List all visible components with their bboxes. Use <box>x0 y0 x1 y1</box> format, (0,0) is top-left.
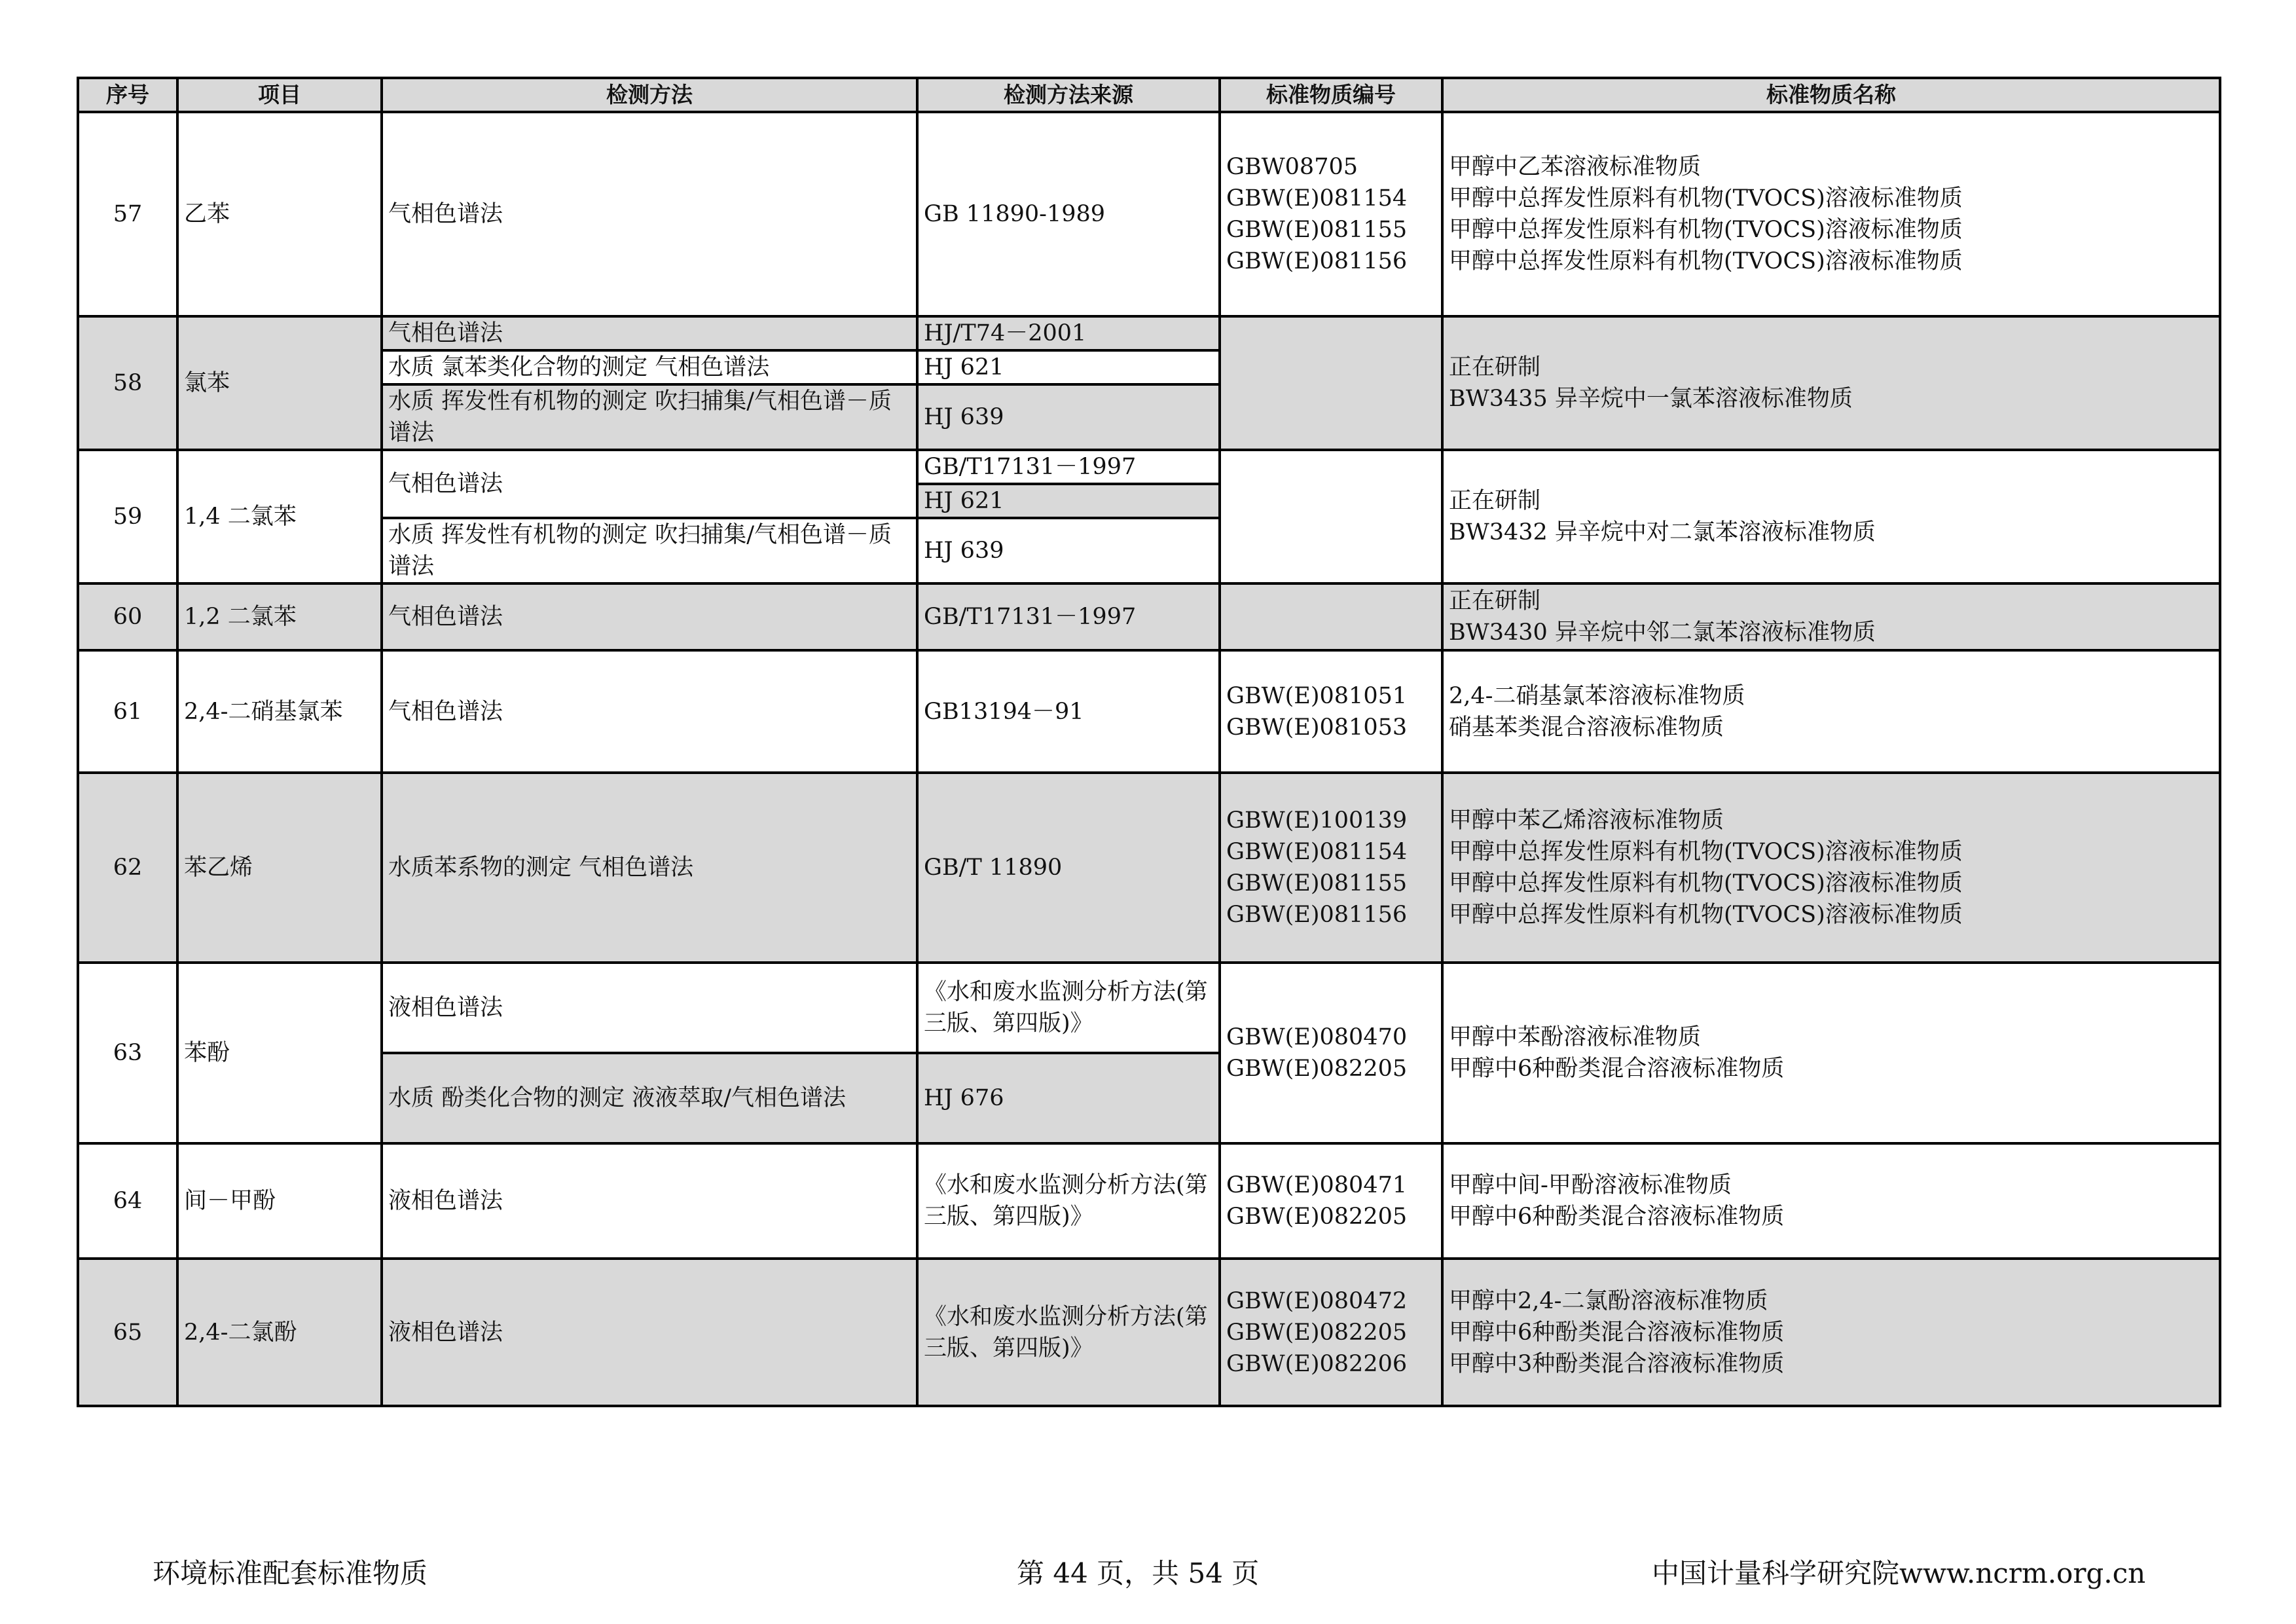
name-line: 甲醇中2,4-二氯酚溶液标准物质 <box>1449 1287 1768 1314</box>
source-text: 《水和废水监测分析方法(第三版、第四版)》 <box>924 1172 1208 1230</box>
name-cell <box>1442 583 2220 650</box>
code-line: GBW(E)082206 <box>1226 1350 1408 1377</box>
source-cell: GB/T 11890 <box>917 773 1220 963</box>
code-line: GBW(E)080470 <box>1226 1024 1408 1050</box>
method-cell: 水质 酚类化合物的测定 液液萃取/气相色谱法 <box>382 1053 917 1143</box>
item-cell: 1,4 二氯苯 <box>177 450 382 583</box>
source-cell: HJ 639 <box>917 384 1220 450</box>
code-cell <box>1220 112 1442 316</box>
code-line: GBW(E)082205 <box>1226 1204 1408 1230</box>
item-cell: 2,4-二氯酚 <box>177 1259 382 1406</box>
code-line: GBW(E)082205 <box>1226 1056 1408 1082</box>
table-row-58 <box>78 316 2220 350</box>
name-cell <box>1442 650 2220 773</box>
method-cell: 液相色谱法 <box>382 1259 917 1406</box>
page-footer <box>0 1552 2296 1591</box>
row-number: 63 <box>78 963 177 1143</box>
method-cell: 气相色谱法 <box>382 650 917 773</box>
name-cell <box>1442 450 2220 583</box>
header-reference-code: 标准物质编号 <box>1220 78 1442 112</box>
code-line: GBW08705 <box>1226 154 1358 180</box>
name-line: BW3435 异辛烷中一氯苯溶液标准物质 <box>1449 386 1853 412</box>
method-cell: 水质苯系物的测定 气相色谱法 <box>382 773 917 963</box>
name-cell <box>1442 316 2220 450</box>
code-line: GBW(E)081051 <box>1226 682 1408 709</box>
source-cell: GB/T17131－1997 <box>917 583 1220 650</box>
code-line: GBW(E)081053 <box>1226 714 1408 741</box>
code-cell <box>1220 1143 1442 1259</box>
name-line: 甲醇中总挥发性原料有机物(TVOCS)溶液标准物质 <box>1449 902 1963 928</box>
row-number: 65 <box>78 1259 177 1406</box>
source-cell: HJ 621 <box>917 350 1220 384</box>
name-line: 甲醇中苯酚溶液标准物质 <box>1449 1024 1702 1050</box>
row-number: 58 <box>78 316 177 450</box>
row-number: 62 <box>78 773 177 963</box>
standards-table <box>77 77 2221 1407</box>
code-line: GBW(E)081156 <box>1226 902 1408 928</box>
method-cell <box>382 518 917 583</box>
method-cell: 液相色谱法 <box>382 963 917 1053</box>
name-line: 甲醇中3种酚类混合溶液标准物质 <box>1449 1350 1785 1377</box>
code-line: GBW(E)100139 <box>1226 807 1408 834</box>
item-cell: 2,4-二硝基氯苯 <box>177 650 382 773</box>
source-cell: GB13194－91 <box>917 650 1220 773</box>
code-cell <box>1220 963 1442 1143</box>
source-cell: GB/T17131－1997 <box>917 450 1220 484</box>
name-cell <box>1442 112 2220 316</box>
name-line: 正在研制 <box>1449 488 1541 514</box>
code-line: GBW(E)081155 <box>1226 870 1408 896</box>
row-number: 59 <box>78 450 177 583</box>
name-line: BW3432 异辛烷中对二氯苯溶液标准物质 <box>1449 519 1876 545</box>
method-cell: 气相色谱法 <box>382 583 917 650</box>
source-cell: HJ 639 <box>917 518 1220 583</box>
header-reference-name: 标准物质名称 <box>1442 78 2220 112</box>
name-line: 甲醇中乙苯溶液标准物质 <box>1449 154 1702 180</box>
source-cell: HJ/T74－2001 <box>917 316 1220 350</box>
method-cell: 气相色谱法 <box>382 450 917 518</box>
name-line: 甲醇中总挥发性原料有机物(TVOCS)溶液标准物质 <box>1449 217 1963 243</box>
name-line: 甲醇中苯乙烯溶液标准物质 <box>1449 807 1724 834</box>
source-cell <box>917 1143 1220 1259</box>
code-cell <box>1220 450 1442 583</box>
footer-document-title: 环境标准配套标准物质 <box>153 1557 428 1589</box>
name-line: 甲醇中6种酚类混合溶液标准物质 <box>1449 1204 1785 1230</box>
code-line: GBW(E)081156 <box>1226 248 1408 274</box>
name-cell <box>1442 773 2220 963</box>
source-cell: HJ 621 <box>917 484 1220 518</box>
header-method-source: 检测方法来源 <box>917 78 1220 112</box>
method-cell: 气相色谱法 <box>382 112 917 316</box>
code-line: GBW(E)081154 <box>1226 839 1408 865</box>
footer-page-number: 第 44 页，共 54 页 <box>1017 1557 1260 1589</box>
table-row-59 <box>78 450 2220 484</box>
source-text: 《水和废水监测分析方法(第三版、第四版)》 <box>924 1303 1208 1361</box>
header-item: 项目 <box>177 78 382 112</box>
item-cell: 1,2 二氯苯 <box>177 583 382 650</box>
table-row-64 <box>78 1143 2220 1259</box>
method-text: 水质 挥发性有机物的测定 吹扫捕集/气相色谱－质谱法 <box>388 388 892 446</box>
name-line: 甲醇中间-甲酚溶液标准物质 <box>1449 1172 1732 1198</box>
name-cell <box>1442 1143 2220 1259</box>
source-cell: HJ 676 <box>917 1053 1220 1143</box>
table-row-57 <box>78 112 2220 316</box>
name-line: 甲醇中6种酚类混合溶液标准物质 <box>1449 1319 1785 1346</box>
method-cell: 水质 氯苯类化合物的测定 气相色谱法 <box>382 350 917 384</box>
code-cell <box>1220 583 1442 650</box>
name-line: 甲醇中总挥发性原料有机物(TVOCS)溶液标准物质 <box>1449 248 1963 274</box>
source-text: 《水和废水监测分析方法(第三版、第四版)》 <box>924 979 1208 1037</box>
code-line: GBW(E)080471 <box>1226 1172 1408 1198</box>
code-line: GBW(E)081154 <box>1226 185 1408 212</box>
code-line: GBW(E)081155 <box>1226 217 1408 243</box>
header-method: 检测方法 <box>382 78 917 112</box>
method-cell <box>382 384 917 450</box>
row-number: 64 <box>78 1143 177 1259</box>
name-line: 甲醇中总挥发性原料有机物(TVOCS)溶液标准物质 <box>1449 185 1963 212</box>
code-line: GBW(E)082205 <box>1226 1319 1408 1346</box>
table-row-60 <box>78 583 2220 650</box>
code-cell <box>1220 773 1442 963</box>
table-row-65 <box>78 1259 2220 1406</box>
row-number: 57 <box>78 112 177 316</box>
item-cell: 苯酚 <box>177 963 382 1143</box>
name-line: 正在研制 <box>1449 354 1541 380</box>
name-cell <box>1442 963 2220 1143</box>
item-cell: 间－甲酚 <box>177 1143 382 1259</box>
method-text: 水质 挥发性有机物的测定 吹扫捕集/气相色谱－质谱法 <box>388 522 892 580</box>
standards-table-container <box>77 77 2219 1407</box>
name-line: 甲醇中6种酚类混合溶液标准物质 <box>1449 1056 1785 1082</box>
table-row-63 <box>78 963 2220 1053</box>
item-cell: 苯乙烯 <box>177 773 382 963</box>
source-cell <box>917 963 1220 1053</box>
name-line: 正在研制 <box>1449 588 1541 614</box>
name-cell <box>1442 1259 2220 1406</box>
code-cell <box>1220 1259 1442 1406</box>
table-row-61 <box>78 650 2220 773</box>
code-line: GBW(E)080472 <box>1226 1287 1408 1314</box>
name-line: 甲醇中总挥发性原料有机物(TVOCS)溶液标准物质 <box>1449 839 1963 865</box>
table-row-62 <box>78 773 2220 963</box>
row-number: 60 <box>78 583 177 650</box>
method-cell: 液相色谱法 <box>382 1143 917 1259</box>
code-cell <box>1220 650 1442 773</box>
table-header-row <box>78 78 2220 112</box>
name-line: 硝基苯类混合溶液标准物质 <box>1449 714 1724 741</box>
method-cell: 气相色谱法 <box>382 316 917 350</box>
footer-organization: 中国计量科学研究院www.ncrm.org.cn <box>1652 1557 2146 1589</box>
item-cell: 乙苯 <box>177 112 382 316</box>
name-line: 甲醇中总挥发性原料有机物(TVOCS)溶液标准物质 <box>1449 870 1963 896</box>
source-cell <box>917 1259 1220 1406</box>
name-line: 2,4-二硝基氯苯溶液标准物质 <box>1449 682 1745 709</box>
item-cell: 氯苯 <box>177 316 382 450</box>
header-seq: 序号 <box>78 78 177 112</box>
name-line: BW3430 异辛烷中邻二氯苯溶液标准物质 <box>1449 619 1876 646</box>
code-cell <box>1220 316 1442 450</box>
source-cell: GB 11890-1989 <box>917 112 1220 316</box>
row-number: 61 <box>78 650 177 773</box>
